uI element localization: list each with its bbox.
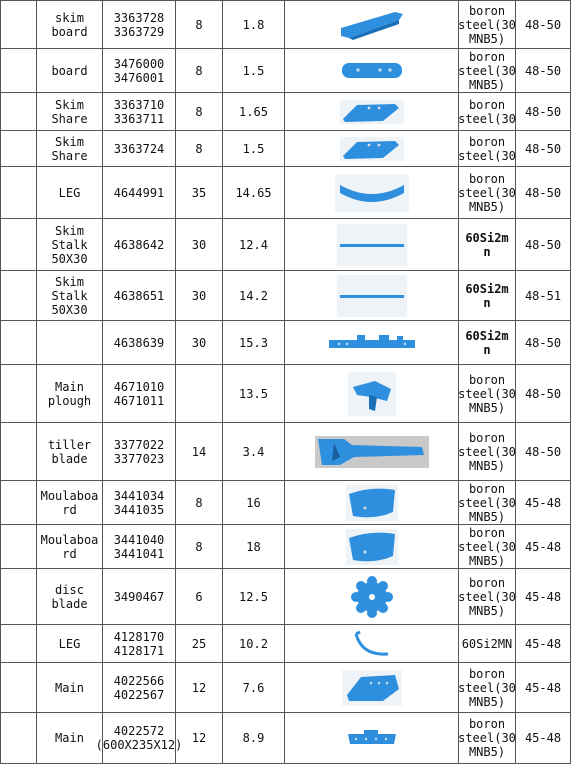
quantity: 8: [176, 49, 223, 93]
part-name: [37, 663, 103, 713]
mouldboard-part-icon: [285, 484, 458, 522]
table-row: [1, 569, 571, 625]
material: [459, 663, 516, 713]
part-picture: [285, 569, 459, 625]
part-number: [103, 1, 176, 49]
table-row: [1, 481, 571, 525]
table-row: [1, 525, 571, 569]
material-line: 60Si2m: [465, 328, 509, 343]
table-row: [1, 423, 571, 481]
material: [459, 1, 516, 49]
material: [459, 93, 516, 131]
quantity: 30: [176, 271, 223, 321]
quantity: 8: [176, 481, 223, 525]
quantity: 6: [176, 569, 223, 625]
part-picture: [285, 131, 459, 167]
table-row: [1, 365, 571, 423]
material-line: boron: [468, 3, 506, 18]
material: [459, 321, 516, 365]
part-picture: [285, 625, 459, 663]
material-line: n: [483, 295, 491, 310]
table-row: [1, 93, 571, 131]
hardness: 45-48: [516, 481, 571, 525]
table-row: [1, 321, 571, 365]
part-number: [103, 49, 176, 93]
part-number-line: 3363729: [113, 24, 165, 39]
leg-part-icon: [285, 173, 458, 213]
part-picture: [285, 93, 459, 131]
hardness: 45-48: [516, 525, 571, 569]
part-number: [95, 713, 183, 764]
material: [459, 49, 516, 93]
skim-share-part-icon: [285, 99, 458, 125]
weight: 3.4: [223, 423, 285, 481]
mouldboard-part-icon: [285, 528, 458, 566]
hardness: 48-50: [516, 321, 571, 365]
material-line: MNB5): [468, 509, 506, 524]
part-number-line: 3363710: [113, 97, 165, 112]
leg-curved-part-icon: [285, 628, 458, 660]
part-picture: [285, 49, 459, 93]
material: [459, 481, 516, 525]
part-number: [103, 93, 176, 131]
material-line: MNB5): [468, 77, 506, 92]
part-number-line: 3377022: [113, 437, 165, 452]
hardness: 45-48: [516, 663, 571, 713]
material-line: MNB5): [468, 603, 506, 618]
hardness: 48-50: [516, 219, 571, 271]
quantity: 8: [176, 1, 223, 49]
part-picture: [285, 423, 459, 481]
part-name-line: Share: [51, 148, 88, 163]
weight: 10.2: [223, 625, 285, 663]
skim-share-part-icon: [285, 136, 458, 162]
part-name-line: 50X30: [51, 302, 88, 317]
disc-blade-part-icon: [285, 574, 458, 620]
part-number-line: 3441041: [113, 546, 165, 561]
hardness: 48-50: [516, 167, 571, 219]
material-line: steel(30: [458, 444, 516, 459]
part-number-line: 4128171: [113, 643, 165, 658]
part-name-line: rd: [62, 546, 77, 561]
part-name: [37, 365, 103, 423]
material: [459, 131, 516, 167]
material: [459, 271, 516, 321]
part-number-line: 3377023: [113, 451, 165, 466]
material-line: steel(30: [458, 185, 516, 200]
part-name: [37, 321, 103, 365]
blank-cell: [1, 167, 37, 219]
part-number-line: 4638639: [113, 335, 165, 350]
material-line: boron: [468, 525, 506, 540]
material: [459, 713, 516, 764]
part-number-line: 3476001: [113, 70, 165, 85]
part-number-line: 3441035: [113, 502, 165, 517]
part-picture: [285, 663, 459, 713]
table-row: [1, 625, 571, 663]
material: [459, 525, 516, 569]
material-line: steel(30: [458, 148, 516, 163]
blank-cell: [1, 481, 37, 525]
table-row: [1, 713, 571, 764]
part-name-line: board: [51, 63, 88, 78]
material-line: steel(30: [458, 495, 516, 510]
weight: 1.5: [223, 49, 285, 93]
hardness: 45-48: [516, 569, 571, 625]
quantity: 8: [176, 131, 223, 167]
material-line: boron: [468, 49, 506, 64]
table-row: [1, 663, 571, 713]
blank-cell: [1, 663, 37, 713]
part-name-line: Moulaboa: [40, 488, 99, 503]
part-name-line: LEG: [58, 636, 81, 651]
part-name-line: Main: [55, 731, 84, 745]
part-name-line: Stalk: [51, 288, 88, 303]
part-name-line: 50X30: [51, 251, 88, 266]
material-line: steel(30: [458, 63, 516, 78]
blank-cell: [1, 271, 37, 321]
material: [459, 365, 516, 423]
weight: 12.5: [223, 569, 285, 625]
part-number: [103, 625, 176, 663]
part-name: [37, 569, 103, 625]
quantity: 8: [176, 525, 223, 569]
part-number: [103, 271, 176, 321]
part-name-line: Stalk: [51, 237, 88, 252]
part-picture: [285, 365, 459, 423]
weight: 13.5: [223, 365, 285, 423]
board-part-icon: [285, 59, 458, 83]
part-number-line: 4671011: [113, 393, 165, 408]
skim-stalk-part-icon: [285, 274, 458, 318]
hardness: 48-50: [516, 1, 571, 49]
table-row: [1, 131, 571, 167]
blank-cell: [1, 625, 37, 663]
material-line: MNB5): [468, 553, 506, 568]
part-name-line: Skim: [55, 134, 84, 149]
part-number: [103, 423, 176, 481]
part-name-line: tiller: [47, 437, 92, 452]
part-name: [37, 93, 103, 131]
part-name-line: Main: [55, 680, 84, 695]
part-name-line: LEG: [58, 185, 81, 200]
part-number-line: 4671010: [113, 379, 165, 394]
quantity: 35: [176, 167, 223, 219]
part-number-line: 4638651: [113, 288, 165, 303]
part-number-line: 4022567: [113, 687, 165, 702]
table-row: [1, 167, 571, 219]
part-number-line: 4022566: [113, 673, 165, 688]
material-line: boron: [468, 575, 506, 590]
part-number-line: 4128170: [113, 629, 165, 644]
weight: 1.65: [223, 93, 285, 131]
hardness: 48-50: [516, 365, 571, 423]
material-line: MNB5): [468, 199, 506, 214]
table-row: [1, 271, 571, 321]
part-number-line: 3363711: [113, 111, 165, 126]
quantity: 30: [176, 219, 223, 271]
material-line: MNB5): [468, 694, 506, 709]
part-name: [37, 219, 103, 271]
material-line: boron: [468, 171, 506, 186]
part-name-line: Share: [51, 111, 88, 126]
part-number: [103, 365, 176, 423]
blank-cell: [1, 93, 37, 131]
part-number: [103, 569, 176, 625]
part-name-line: blade: [51, 596, 88, 611]
part-name: [37, 423, 103, 481]
material-line: steel(30: [458, 731, 516, 745]
material-line: MNB5): [468, 745, 506, 759]
weight: 16: [223, 481, 285, 525]
part-name: [37, 49, 103, 93]
part-number: [103, 663, 176, 713]
weight: 14.2: [223, 271, 285, 321]
material-line: steel(30: [458, 680, 516, 695]
blank-cell: [1, 1, 37, 49]
material-line: MNB5): [468, 31, 506, 46]
material-line: boron: [468, 481, 506, 496]
part-number-line: 4022572: [113, 724, 165, 738]
part-number-line: 3490467: [113, 589, 165, 604]
blank-cell: [1, 525, 37, 569]
material: [459, 625, 516, 663]
table-row: [1, 1, 571, 49]
part-name: [37, 167, 103, 219]
quantity: 12: [176, 663, 223, 713]
part-number-line: 3441040: [113, 532, 165, 547]
blank-cell: [1, 131, 37, 167]
part-number: [103, 321, 176, 365]
part-number: [103, 219, 176, 271]
part-picture: [285, 525, 459, 569]
part-name: [37, 713, 103, 764]
part-number-line: 3363728: [113, 10, 165, 25]
material: [459, 423, 516, 481]
blank-cell: [1, 321, 37, 365]
part-name: [37, 271, 103, 321]
part-number: [103, 525, 176, 569]
part-number: [103, 167, 176, 219]
blank-cell: [1, 423, 37, 481]
part-name-line: board: [51, 24, 88, 39]
part-picture: [285, 321, 459, 365]
part-picture: [285, 167, 459, 219]
material-line: steel(30: [458, 17, 516, 32]
part-number: [103, 131, 176, 167]
material-line: boron: [468, 430, 506, 445]
weight: 18: [223, 525, 285, 569]
hardness: 48-50: [516, 131, 571, 167]
blank-cell: [1, 365, 37, 423]
part-picture: [285, 219, 459, 271]
table-row: [1, 219, 571, 271]
skim-stalk-part-icon: [285, 223, 458, 267]
hardness: 45-48: [516, 625, 571, 663]
bar-part-icon: [285, 333, 458, 353]
material-line: 60Si2MN: [461, 636, 513, 651]
weight: 1.8: [223, 1, 285, 49]
material: [459, 569, 516, 625]
table-row: [1, 49, 571, 93]
part-number: [103, 481, 176, 525]
hardness: 48-50: [516, 423, 571, 481]
material-line: boron: [468, 666, 506, 681]
weight: 14.65: [223, 167, 285, 219]
part-name-line: Skim: [55, 274, 84, 289]
material-line: steel(30: [458, 111, 516, 126]
weight: 1.5: [223, 131, 285, 167]
part-number-line: 4638642: [113, 237, 165, 252]
blank-cell: [1, 713, 37, 764]
weight: 8.9: [223, 713, 285, 764]
part-number-line: 3441034: [113, 488, 165, 503]
part-name-line: skim: [55, 10, 84, 25]
part-number-line: 3476000: [113, 56, 165, 71]
quantity: 14: [176, 423, 223, 481]
material: [459, 167, 516, 219]
blank-cell: [1, 569, 37, 625]
material-line: 60Si2m: [465, 230, 509, 245]
hardness: 48-50: [516, 93, 571, 131]
part-picture: [285, 481, 459, 525]
part-name: [37, 525, 103, 569]
part-name-line: Main: [55, 379, 84, 394]
quantity: [176, 365, 223, 423]
material-line: n: [483, 244, 491, 259]
material-line: boron: [468, 97, 506, 112]
part-name-line: Moulaboa: [40, 532, 99, 547]
material-line: MNB5): [468, 400, 506, 415]
part-name-line: Skim: [55, 223, 84, 238]
part-number-line: 3363724: [113, 141, 165, 156]
weight: 7.6: [223, 663, 285, 713]
material-line: boron: [468, 134, 506, 149]
main-part-icon: [285, 669, 458, 707]
blank-cell: [1, 219, 37, 271]
tiller-blade-part-icon: [285, 435, 458, 469]
part-name-line: rd: [62, 502, 77, 517]
material: [459, 219, 516, 271]
part-name: [37, 1, 103, 49]
material-line: n: [483, 342, 491, 357]
weight: 15.3: [223, 321, 285, 365]
skim-board-part-icon: [285, 8, 458, 42]
quantity: 8: [176, 93, 223, 131]
material-line: boron: [468, 372, 506, 387]
material-line: steel(30: [458, 589, 516, 604]
part-name-line: disc: [55, 582, 84, 597]
material-line: boron: [468, 717, 506, 731]
blank-cell: [1, 49, 37, 93]
part-name: [37, 481, 103, 525]
quantity: 30: [176, 321, 223, 365]
hardness: 48-50: [516, 49, 571, 93]
main-plate-part-icon: [285, 724, 458, 752]
part-number-line: 4644991: [113, 185, 165, 200]
part-picture: [285, 713, 459, 764]
part-name-line: plough: [47, 393, 92, 408]
part-name: [37, 131, 103, 167]
quantity: 12: [176, 713, 223, 764]
part-number-line: (600X235X12): [95, 738, 183, 752]
material-line: 60Si2m: [465, 281, 509, 296]
part-name: [37, 625, 103, 663]
material-line: MNB5): [468, 458, 506, 473]
part-picture: [285, 1, 459, 49]
hardness: 48-51: [516, 271, 571, 321]
material-line: steel(30: [458, 386, 516, 401]
part-picture: [285, 271, 459, 321]
hardness: 45-48: [516, 713, 571, 764]
main-plough-part-icon: [285, 371, 458, 417]
weight: 12.4: [223, 219, 285, 271]
material-line: steel(30: [458, 539, 516, 554]
quantity: 25: [176, 625, 223, 663]
part-name-line: blade: [51, 451, 88, 466]
part-name-line: Skim: [55, 97, 84, 112]
